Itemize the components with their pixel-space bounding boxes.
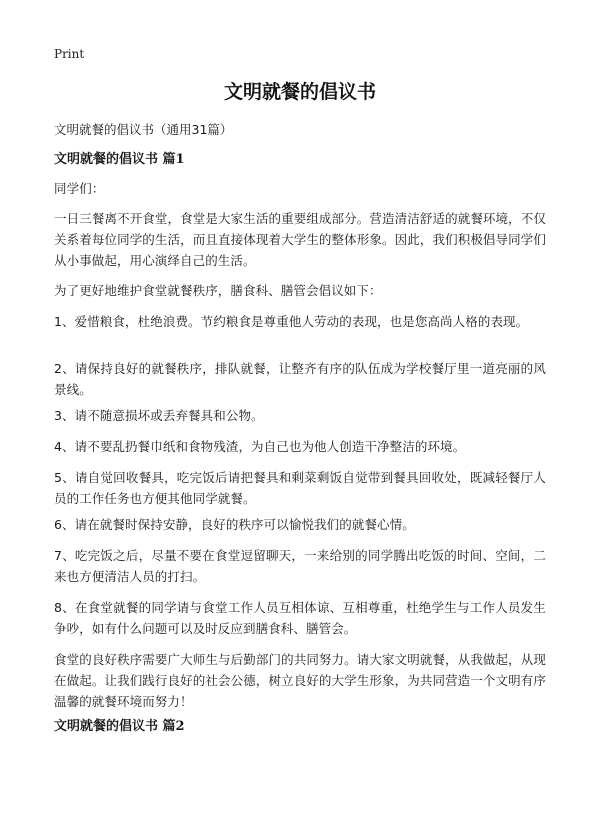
paragraph-item-4: 4、请不要乱扔餐巾纸和食物残渣，为自己也为他人创造干净整洁的环境。 [54, 439, 466, 454]
paragraph-item-3: 3、请不随意损坏或丢弃餐具和公物。 [54, 408, 264, 423]
paragraph-greeting: 同学们： [54, 181, 105, 196]
paragraph-item-5: 5、请自觉回收餐具，吃完饭后请把餐具和剩菜剩饭自觉带到餐具回收处，既减轻餐厅人员的工作任务也方便其他同学就餐。 [54, 470, 546, 506]
paragraph-item-8: 8、在食堂就餐的同学请与食堂工作人员互相体谅、互相尊重，杜绝学生与工作人员发生争吵，如有什么问题可以及时反应到膳食科、膳管会。 [54, 600, 546, 636]
section-heading-1: 文明就餐的倡议书 篇1 [54, 152, 185, 167]
paragraph-intro: 一日三餐离不开食堂，食堂是大家生活的重要组成部分。营造清洁舒适的就餐环境，不仅关系着每位同学的生活，而且直接体现着大学生的整体形象。因此，我们积极倡导同学们从小事做起，用心演绎自己的生活。 [54, 211, 546, 268]
paragraph-proposal: 为了更好地维护食堂就餐秩序，膳食科、膳管会倡议如下： [54, 283, 382, 298]
document-subtitle: 文明就餐的倡议书（通用31篇） [54, 122, 233, 137]
paragraph-item-6: 6、请在就餐时保持安静，良好的秩序可以愉悦我们的就餐心情。 [54, 517, 415, 532]
paragraph-closing: 食堂的良好秩序需要广大师生与后勤部门的共同努力。请大家文明就餐，从我做起，从现在做起。让我们践行良好的社会公德，树立良好的大学生形象，为共同营造一个文明有序温馨的就餐环境而努力！ [54, 652, 546, 709]
paragraph-item-1: 1、爱惜粮食，杜绝浪费。节约粮食是尊重他人劳动的表现，也是您高尚人格的表现。 [54, 314, 529, 329]
document-title: 文明就餐的倡议书 [223, 81, 376, 103]
print-link[interactable]: Print [54, 47, 85, 61]
paragraph-item-2: 2、请保持良好的就餐秩序，排队就餐，让整齐有序的队伍成为学校餐厅里一道亮丽的风景线。 [54, 361, 546, 397]
section-heading-2: 文明就餐的倡议书 篇2 [54, 719, 185, 734]
paragraph-item-7: 7、吃完饭之后，尽量不要在食堂逗留聊天，一来给别的同学腾出吃饭的时间、空间，二来也方便清洁人员的打扫。 [54, 548, 546, 584]
